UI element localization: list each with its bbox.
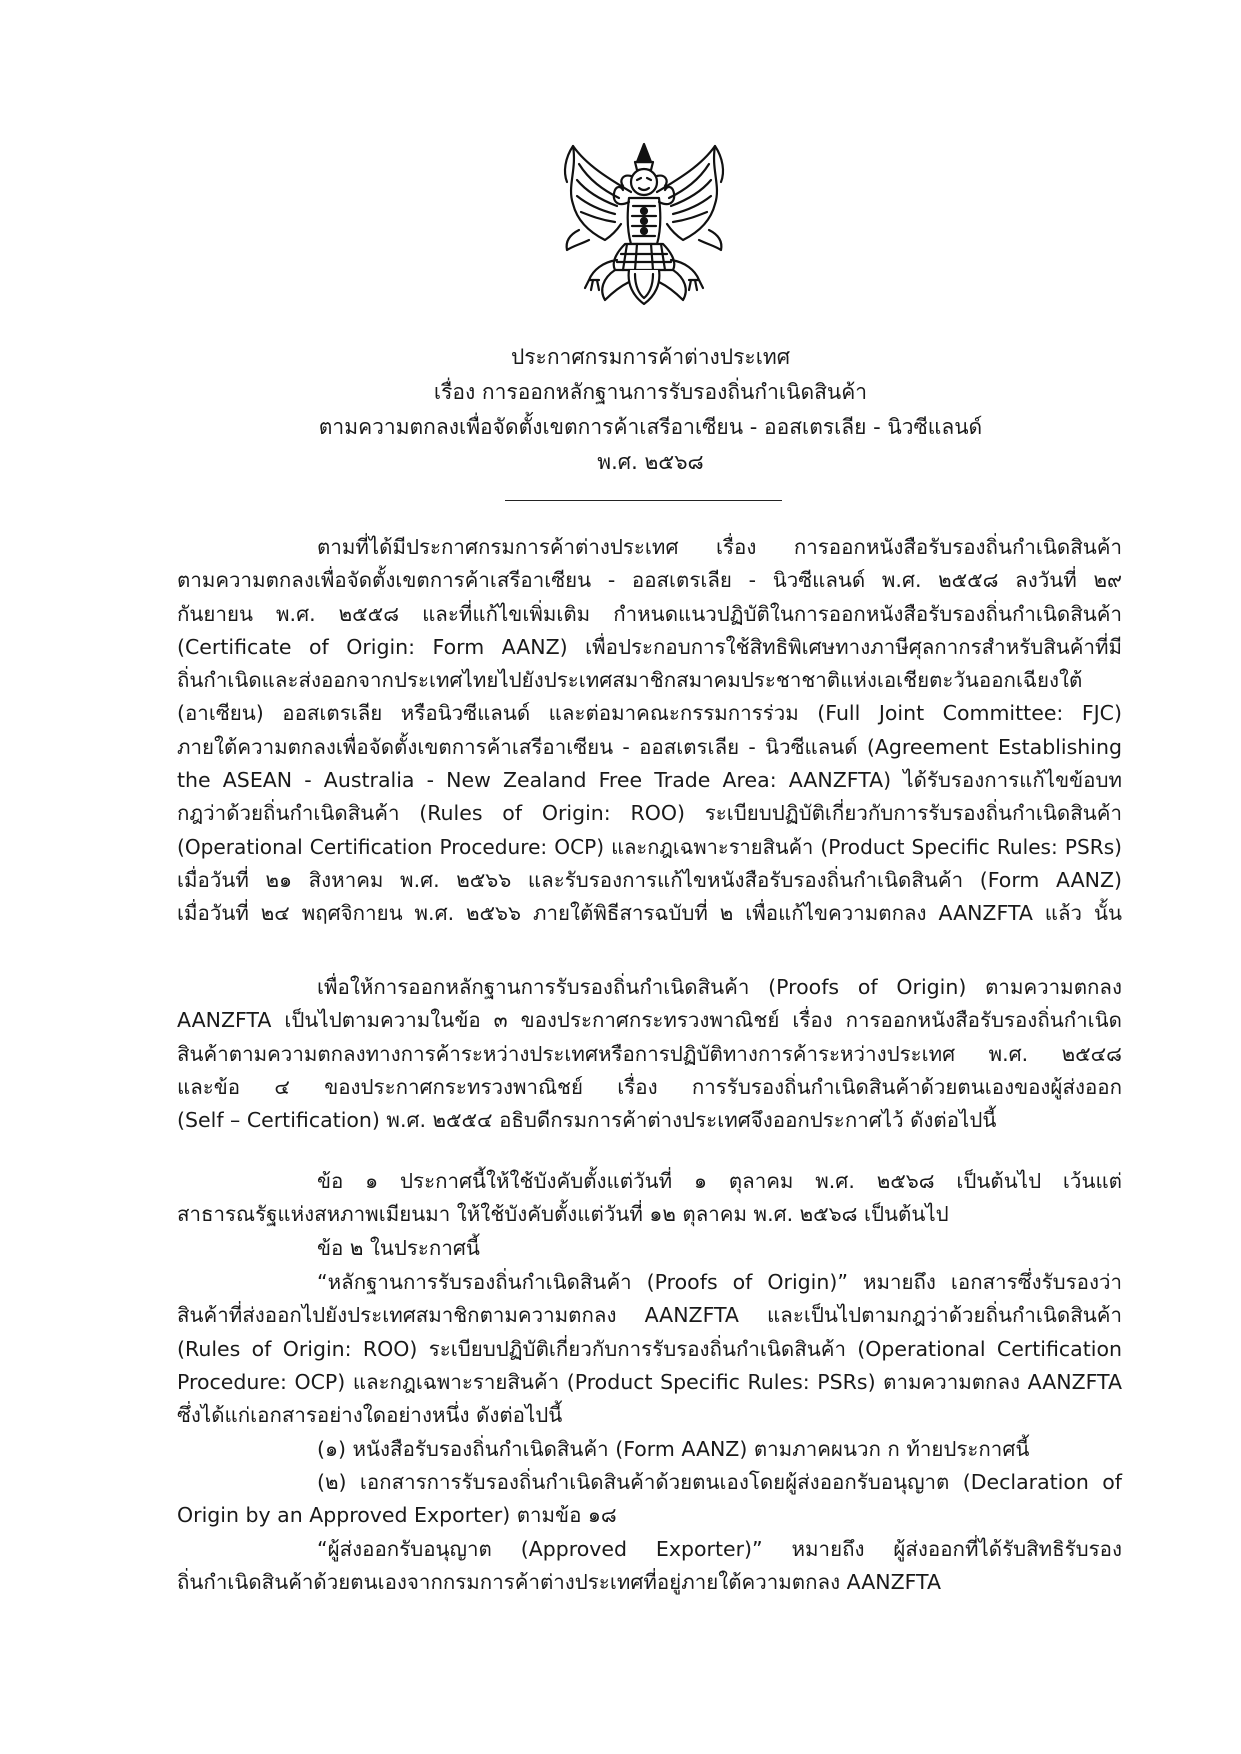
- title-line: ประกาศกรมการค้าต่างประเทศ: [510, 345, 791, 369]
- text-line: (๒) เอกสารการรับรองถิ่นกำเนิดสินค้าด้วยตนเองโดยผู้ส่งออกรับอนุญาต (Declaration of: [317, 1470, 1122, 1494]
- text-line: AANZFTA เป็นไปตามความในข้อ ๓ ของประกาศกระทรวงพาณิชย์ เรื่อง การออกหนังสือรับรองถิ่นกำเนิด: [177, 1008, 1122, 1033]
- text-line: และข้อ ๔ ของประกาศกระทรวงพาณิชย์ เรื่อง การรับรองถิ่นกำเนิดสินค้าด้วยตนเองของผู้ส่งออก: [177, 1074, 1122, 1099]
- text-line: สินค้าที่ส่งออกไปยังประเทศสมาชิกตามความตกลง AANZFTA และเป็นไปตามกฎว่าด้วยถิ่นกำเนิดสินค้า: [177, 1303, 1122, 1328]
- paragraph: [177, 971, 1122, 1137]
- paragraph: [177, 1266, 1122, 1432]
- text-line: ภายใต้ความตกลงเพื่อจัดตั้งเขตการค้าเสรีอาเซียน - ออสเตรเลีย - นิวซีแลนด์ (Agreement Establishing: [177, 734, 1122, 759]
- paragraph-preamble: [177, 531, 1122, 931]
- text-line: เมื่อวันที่ ๒๑ สิงหาคม พ.ศ. ๒๕๖๖ และรับรองการแก้ไขหนังสือรับรองถิ่นกำเนิดสินค้า (Form AANZ): [177, 867, 1122, 892]
- list-item-2: [177, 1466, 1122, 1533]
- text-line: ซึ่งได้แก่เอกสารอย่างใดอย่างหนึ่ง ดังต่อไปนี้: [177, 1403, 563, 1428]
- text-line: ตามความตกลงเพื่อจัดตั้งเขตการค้าเสรีอาเซียน - ออสเตรเลีย - นิวซีแลนด์ พ.ศ. ๒๕๕๘ ลงวันที่ ๒๙: [177, 568, 1122, 593]
- text-line: สินค้าตามความตกลงทางการค้าระหว่างประเทศหรือการปฏิบัติทางการค้าระหว่างประเทศ พ.ศ. ๒๕๔๘: [177, 1041, 1122, 1066]
- text-line: (อาเซียน) ออสเตรเลีย หรือนิวซีแลนด์ และต่อมาคณะกรรมการร่วม (Full Joint Committee: FJC): [177, 701, 1122, 726]
- text-line: เมื่อวันที่ ๒๔ พฤศจิกายน พ.ศ. ๒๕๖๖ ภายใต้พิธีสารฉบับที่ ๒ เพื่อแก้ไขความตกลง AANZFTA แล้ว นั้น: [177, 901, 1122, 926]
- title-line: ตามความตกลงเพื่อจัดตั้งเขตการค้าเสรีอาเซียน - ออสเตรเลีย - นิวซีแลนด์: [318, 415, 983, 439]
- paragraph: [177, 1433, 1122, 1466]
- text-line: ข้อ ๑ ประกาศนี้ให้ใช้บังคับตั้งแต่วันที่ ๑ ตุลาคม พ.ศ. ๒๕๖๘ เป็นต้นไป เว้นแต่: [317, 1169, 1122, 1193]
- text-line: สาธารณรัฐแห่งสหภาพเมียนมา ให้ใช้บังคับตั้งแต่วันที่ ๑๒ ตุลาคม พ.ศ. ๒๕๖๘ เป็นต้นไป: [177, 1202, 949, 1227]
- paragraph-authority: [177, 971, 1122, 1137]
- text-line: (๑) หนังสือรับรองถิ่นกำเนิดสินค้า (Form AANZ) ตามภาคผนวก ก ท้ายประกาศนี้: [317, 1437, 1030, 1461]
- text-line: (Certificate of Origin: Form AANZ) เพื่อประกอบการใช้สิทธิพิเศษทางภาษีศุลกากรสำหรับสินค้าที่มี: [177, 634, 1122, 659]
- text-line: “ผู้ส่งออกรับอนุญาต (Approved Exporter)” หมายถึง ผู้ส่งออกที่ได้รับสิทธิรับรอง: [317, 1537, 1122, 1561]
- clause-2: [177, 1232, 1122, 1265]
- text-line: กันยายน พ.ศ. ๒๕๕๘ และที่แก้ไขเพิ่มเติม กำหนดแนวปฏิบัติในการออกหนังสือรับรองถิ่นกำเนิดสินค้า: [177, 601, 1122, 626]
- garuda-emblem-icon: [559, 140, 729, 308]
- text-line: ตามที่ได้มีประกาศกรมการค้าต่างประเทศ เรื่อง การออกหนังสือรับรองถิ่นกำเนิดสินค้า: [317, 535, 1122, 559]
- paragraph: [177, 1533, 1122, 1600]
- title-divider: [505, 500, 782, 501]
- list-item-1: [177, 1433, 1122, 1466]
- definition-proofs-of-origin: [177, 1266, 1122, 1432]
- text-line: (Operational Certification Procedure: OCP) และกฎเฉพาะรายสินค้า (Product Specific Rules: PSRs): [177, 834, 1122, 859]
- text-line: ถิ่นกำเนิดสินค้าด้วยตนเองจากกรมการค้าต่างประเทศที่อยู่ภายใต้ความตกลง AANZFTA: [177, 1570, 941, 1595]
- text-line: (Rules of Origin: ROO) ระเบียบปฏิบัติเกี่ยวกับการรับรองถิ่นกำเนิดสินค้า (Operational Certification: [177, 1336, 1122, 1361]
- text-line: กฎว่าด้วยถิ่นกำเนิดสินค้า (Rules of Origin: ROO) ระเบียบปฏิบัติเกี่ยวกับการรับรองถิ่นกำเนิดสินค้า: [177, 801, 1122, 826]
- title-line: พ.ศ. ๒๕๖๘: [597, 450, 704, 474]
- paragraph: [177, 1165, 1122, 1232]
- title-line: เรื่อง การออกหลักฐานการรับรองถิ่นกำเนิดสินค้า: [433, 380, 868, 404]
- paragraph: [177, 1466, 1122, 1533]
- paragraph: [177, 531, 1122, 931]
- text-line: ข้อ ๒ ในประกาศนี้: [317, 1236, 480, 1260]
- document-title: [180, 340, 1121, 480]
- definition-approved-exporter: [177, 1533, 1122, 1600]
- text-line: ถิ่นกำเนิดและส่งออกจากประเทศไทยไปยังประเทศสมาชิกสมาคมประชาชาติแห่งเอเชียตะวันออกเฉียงใต้: [177, 668, 1083, 693]
- text-line: เพื่อให้การออกหลักฐานการรับรองถิ่นกำเนิดสินค้า (Proofs of Origin) ตามความตกลง: [317, 975, 1122, 999]
- text-line: Procedure: OCP) และกฎเฉพาะรายสินค้า (Product Specific Rules: PSRs) ตามความตกลง AANZFTA: [177, 1369, 1122, 1394]
- text-line: Origin by an Approved Exporter) ตามข้อ ๑๘: [177, 1503, 617, 1528]
- text-line: “หลักฐานการรับรองถิ่นกำเนิดสินค้า (Proofs of Origin)” หมายถึง เอกสารซึ่งรับรองว่า: [317, 1270, 1122, 1294]
- text-line: the ASEAN - Australia - New Zealand Free Trade Area: AANZFTA) ได้รับรองการแก้ไขข้อบท: [177, 768, 1122, 793]
- text-line: (Self – Certification) พ.ศ. ๒๕๕๔ อธิบดีกรมการค้าต่างประเทศจึงออกประกาศไว้ ดังต่อไปนี้: [177, 1108, 997, 1133]
- clause-1: [177, 1165, 1122, 1232]
- paragraph: [177, 1232, 1122, 1265]
